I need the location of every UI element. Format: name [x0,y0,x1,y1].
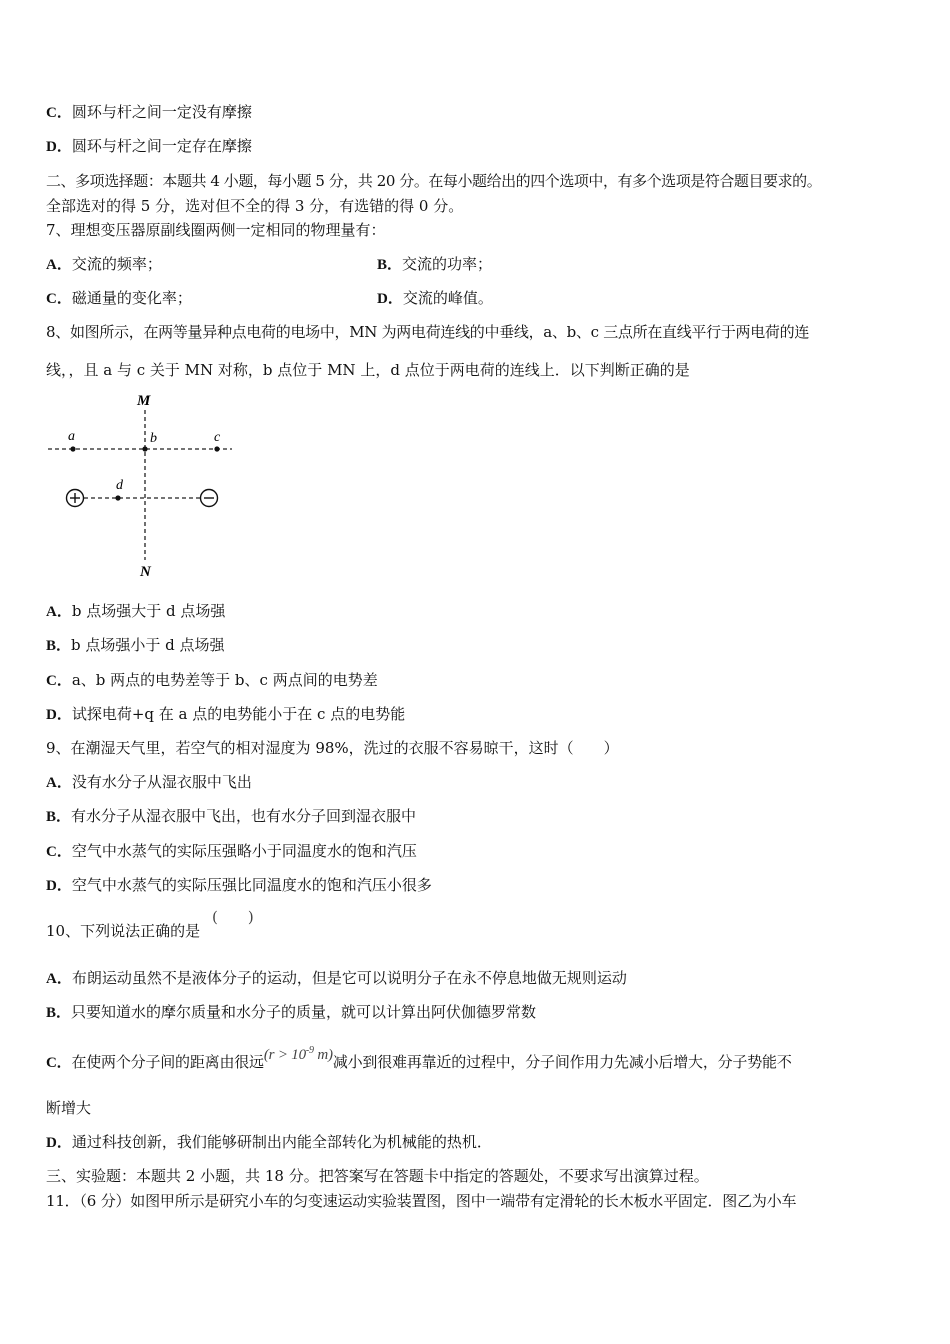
section2-heading: 二、多项选择题：本题共 4 小题，每小题 5 分，共 20 分。在每小题给出的四个选项中，有多个选项是符合题目要求的。 [46,172,822,190]
q7-option-c: C．磁通量的变化率； [46,289,192,307]
section2-scoring: 全部选对的得 5 分，选对但不全的得 3 分，有选错的得 0 分。 [46,197,464,215]
q6-option-d: D．圆环与杆之间一定存在摩擦 [46,137,252,155]
q7-option-a: A．交流的频率； [46,255,162,273]
q10-option-b: B．只要知道水的摩尔质量和水分子的质量，就可以计算出阿伏伽德罗常数 [46,1003,537,1021]
q8-stem-line2: 线，，且 a 与 c 关于 MN 对称，b 点位于 MN 上，d 点位于两电荷的连线上．以下判断正确的是 [46,361,690,379]
q8-option-b: B．b 点场强小于 d 点场强 [46,636,225,654]
label-b: b [150,431,157,446]
q10-option-d: D．通过科技创新，我们能够研制出内能全部转化为机械能的热机． [46,1133,492,1151]
q8-option-a: A．b 点场强大于 d 点场强 [46,602,226,620]
q9-option-d: D．空气中水蒸气的实际压强比同温度水的饱和汽压小很多 [46,876,432,894]
distance-formula: ($r > 10^{-9}$ m) [263,1045,333,1063]
q9-option-b: B．有水分子从湿衣服中飞出，也有水分子回到湿衣服中 [46,807,417,825]
q8-option-d: D．试探电荷+q 在 a 点的电势能小于在 c 点的电势能 [46,705,406,723]
q10-answer-paren: ( ) [212,908,254,926]
section3-heading: 三、实验题：本题共 2 小题，共 18 分。把答案写在答题卡中指定的答题处，不要求写出演算过程。 [46,1167,709,1185]
q9-option-c: C．空气中水蒸气的实际压强略小于同温度水的饱和汽压 [46,842,417,860]
q10-option-a: A．布朗运动虽然不是液体分子的运动，但是它可以说明分子在永不停息地做无规则运动 [46,969,627,987]
label-a: a [68,429,75,444]
q6-option-c: C．圆环与杆之间一定没有摩擦 [46,103,252,121]
q7-stem: 7、理想变压器原副线圈两侧一定相同的物理量有： [46,221,386,239]
point-b [142,446,147,451]
q7-option-b: B．交流的功率； [377,255,493,273]
q10-option-c: C．在使两个分子间的距离由很远($r > 10^{-9}$ m)减小到很难再靠近的过程中，分子间作用力先减小后增大，分子势能不 [46,1045,792,1071]
q10-stem: 10、下列说法正确的是 [46,922,201,940]
label-c: c [214,430,221,445]
q8-field-figure [44,388,244,583]
q9-stem: 9、在潮湿天气里，若空气的相对湿度为 98%，洗过的衣服不容易晾干，这时（ ） [46,739,619,757]
label-d: d [116,478,123,493]
point-a [70,446,75,451]
q8-option-c: C．a、b 两点的电势差等于 b、c 两点间的电势差 [46,671,378,689]
point-d [115,495,120,500]
q10-option-c-continued: 断增大 [46,1099,92,1117]
q9-option-a: A．没有水分子从湿衣服中飞出 [46,773,252,791]
q11-stem: 11．（6 分）如图甲所示是研究小车的匀变速运动实验装置图，图中一端带有定滑轮的长木板水平固定．图乙为小车 [46,1192,797,1210]
q8-stem-line1: 8、如图所示，在两等量异种点电荷的电场中，MN 为两电荷连线的中垂线，a、b、c 三点所在直线平行于两电荷的连 [46,323,810,341]
label-N: N [140,564,151,580]
point-c [214,446,219,451]
q7-option-d: D．交流的峰值。 [377,289,493,307]
label-M: M [137,393,151,409]
